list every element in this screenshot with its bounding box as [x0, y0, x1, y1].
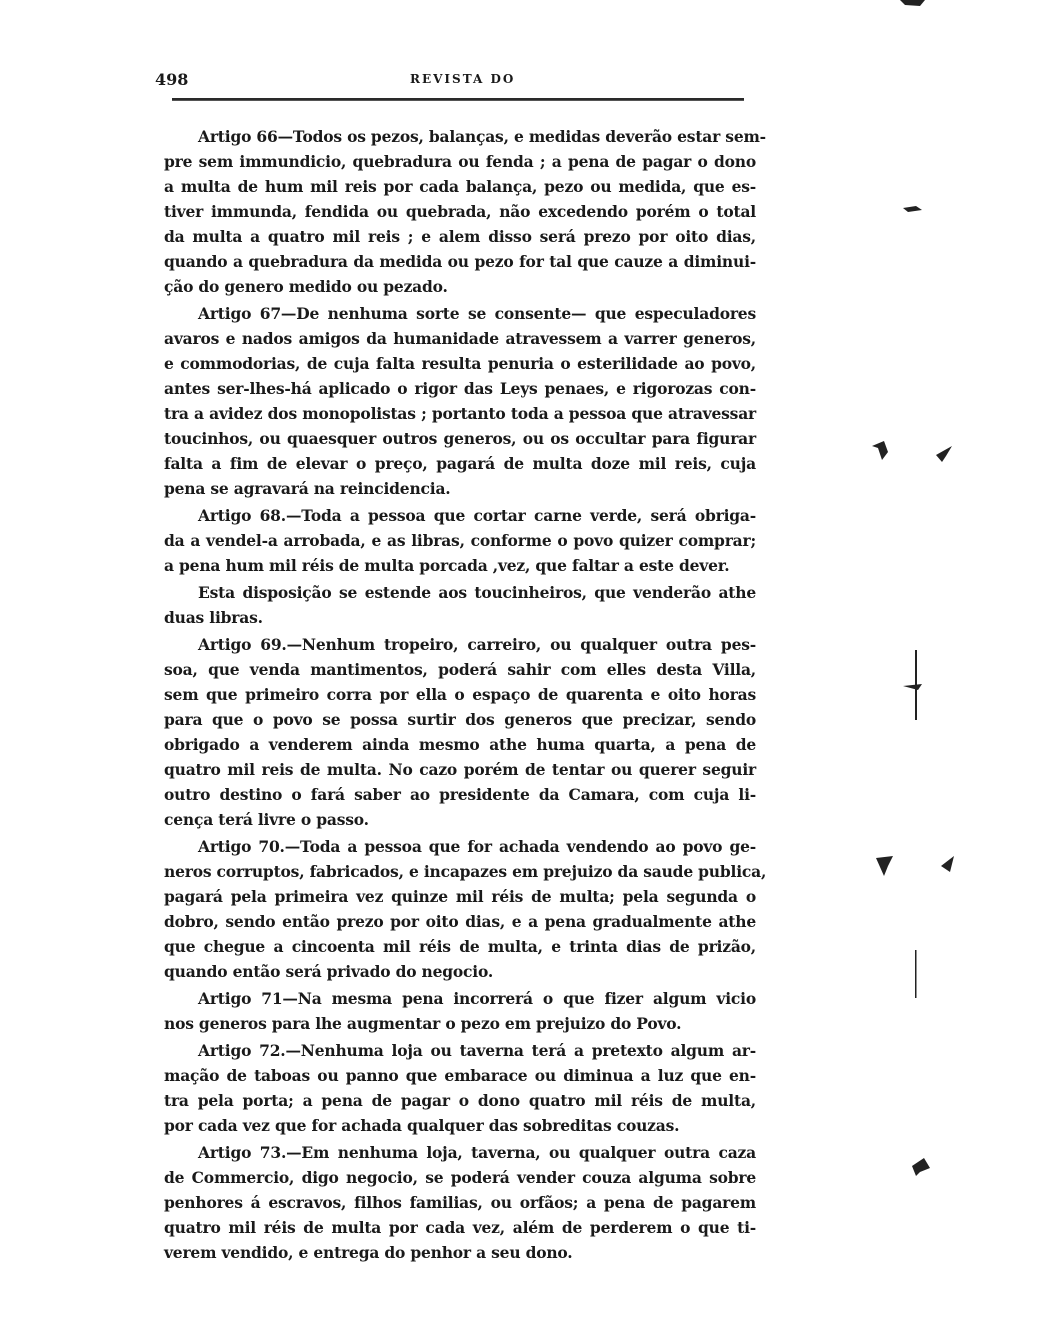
article-text [164, 124, 767, 1267]
text-line: de Commercio, digo negocio, se poderá vender couza alguma sobre [164, 1168, 756, 1187]
text-line: Artigo 73.—Em nenhuma loja, taverna, ou qualquer outra caza [198, 1143, 756, 1162]
text-line: dobro, sendo então prezo por oito dias, e a pena gradualmente athe [164, 912, 756, 931]
page-number: 498 [155, 70, 189, 89]
paragraph [164, 834, 767, 984]
text-line: Artigo 70.—Toda a pessoa que for achada vendendo ao povo ge- [198, 837, 756, 856]
text-line: Artigo 66—Todos os pezos, balanças, e medidas deverão estar sem- [198, 127, 766, 146]
paragraph [164, 632, 756, 832]
text-line: verem vendido, e entrega do penhor a seu dono. [164, 1243, 573, 1262]
text-line: tra pela porta; a pena de pagar o dono quatro mil réis de multa, [164, 1091, 756, 1110]
text-line: da a vendel-a arrobada, e as libras, conforme o povo quizer comprar; [164, 531, 756, 550]
text-line: ção do genero medido ou pezado. [164, 277, 448, 296]
text-line: pre sem immundicio, quebradura ou fenda ; a pena de pagar o dono [164, 152, 756, 171]
paragraph [164, 503, 756, 578]
paragraph [164, 986, 756, 1036]
text-line: avaros e nados amigos da humanidade atravessem a varrer generos, [164, 329, 756, 348]
text-line: soa, que venda mantimentos, poderá sahir com elles desta Villa, [164, 660, 756, 679]
paragraph [164, 301, 756, 501]
text-line: a multa de hum mil reis por cada balança, pezo ou medida, que es- [164, 177, 756, 196]
text-line: cença terá livre o passo. [164, 810, 369, 829]
paragraph [164, 1140, 756, 1265]
text-line: falta a fim de elevar o preço, pagará de multa doze mil reis, cuja [164, 454, 756, 473]
text-line: outro destino o fará saber ao presidente da Camara, com cuja li- [164, 785, 756, 804]
text-line: que chegue a cincoenta mil réis de multa, e trinta dias de prizão, [164, 937, 756, 956]
paragraph [164, 1038, 756, 1138]
text-line: penhores á escravos, filhos familias, ou orfãos; a pena de pagarem [164, 1193, 756, 1212]
text-line: sem que primeiro corra por ella o espaço de quarenta e oito horas [164, 685, 756, 704]
running-head: REVISTA DO [410, 72, 516, 86]
text-line: quando então será privado do negocio. [164, 962, 494, 981]
text-line: pena se agravará na reincidencia. [164, 479, 451, 498]
text-line: e commodorias, de cuja falta resulta penuria o esterilidade ao povo, [164, 354, 756, 373]
text-line: quando a quebradura da medida ou pezo for tal que cauze a diminui- [164, 252, 756, 271]
text-line: Esta disposição se estende aos toucinheiros, que venderão athe [198, 583, 756, 602]
text-line: por cada vez que for achada qualquer das sobreditas couzas. [164, 1116, 680, 1135]
text-line: toucinhos, ou quaesquer outros generos, ou os occultar para figurar [164, 429, 756, 448]
header-rule [172, 98, 744, 101]
text-line: quatro mil reis de multa. No cazo porém de tentar ou querer seguir [164, 760, 756, 779]
text-line: Artigo 67—De nenhuma sorte se consente— que especuladores [198, 304, 756, 323]
paragraph [164, 124, 766, 299]
text-line: para que o povo se possa surtir dos generos que precizar, sendo [164, 710, 756, 729]
text-line: a pena hum mil réis de multa porcada ,vez, que faltar a este dever. [164, 556, 730, 575]
text-line: tra a avidez dos monopolistas ; portanto toda a pessoa que atravessar [164, 404, 756, 423]
text-line: Artigo 71—Na mesma pena incorrerá o que fizer algum vicio [198, 989, 756, 1008]
text-line: duas libras. [164, 608, 263, 627]
text-line: Artigo 69.—Nenhum tropeiro, carreiro, ou qualquer outra pes- [198, 635, 756, 654]
text-line: antes ser-lhes-há aplicado o rigor das Leys penaes, e rigorozas con- [164, 379, 756, 398]
text-line: quatro mil réis de multa por cada vez, além de perderem o que ti- [164, 1218, 756, 1237]
text-line: neros corruptos, fabricados, e incapazes em prejuizo da saude publica, [164, 862, 767, 881]
text-line: obrigado a venderem ainda mesmo athe huma quarta, a pena de [164, 735, 756, 754]
text-line: mação de taboas ou panno que embarace ou diminua a luz que en- [164, 1066, 756, 1085]
page-header [155, 70, 745, 92]
text-line: tiver immunda, fendida ou quebrada, não excedendo porém o total [164, 202, 756, 221]
text-line: Artigo 72.—Nenhuma loja ou taverna terá a pretexto algum ar- [198, 1041, 756, 1060]
text-line: pagará pela primeira vez quinze mil réis de multa; pela segunda o [164, 887, 756, 906]
paragraph [164, 580, 756, 630]
text-line: da multa a quatro mil reis ; e alem disso será prezo por oito dias, [164, 227, 756, 246]
text-line: nos generos para lhe augmentar o pezo em prejuizo do Povo. [164, 1014, 682, 1033]
ink-specks [872, 0, 954, 1176]
text-line: Artigo 68.—Toda a pessoa que cortar carne verde, será obriga- [198, 506, 756, 525]
